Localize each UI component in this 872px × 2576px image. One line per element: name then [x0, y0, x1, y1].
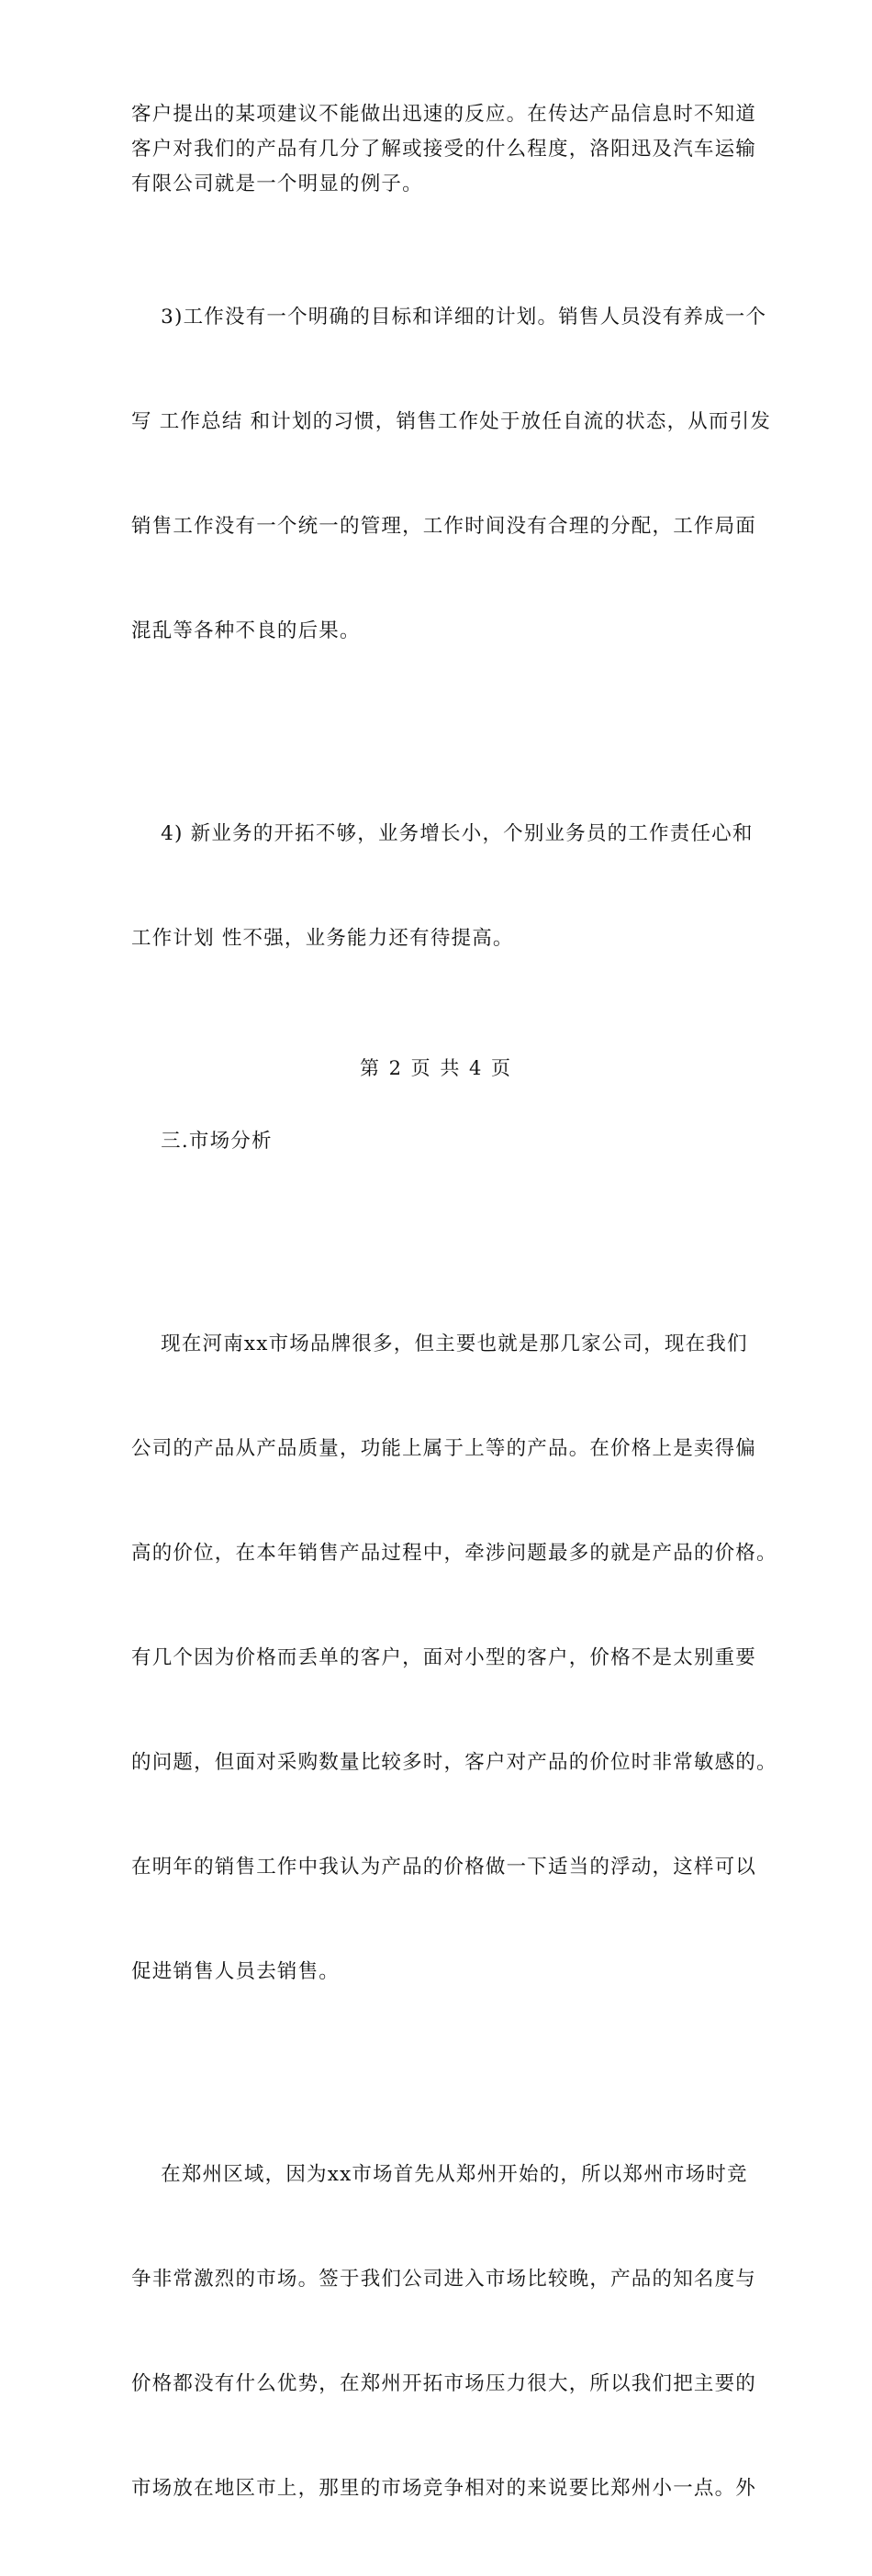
paragraph-4 [131, 1257, 777, 2059]
paragraph-spacer [131, 719, 748, 747]
text-line: 的问题，但面对采购数量比较多时，客户对产品的价位时非常敏感的。 [131, 1751, 777, 1774]
text-line: 有限公司就是一个明显的例子。 [131, 173, 423, 195]
text-line: 高的价位，在本年销售产品过程中，牵涉问题最多的就是产品的价格。 [131, 1542, 777, 1565]
paragraph-spacer [131, 202, 748, 230]
text-line: 写 工作总结 和计划的习惯，销售工作处于放任自流的状态，从而引发 [131, 410, 772, 433]
text-line: 在明年的销售工作中我认为产品的价格做一下适当的浮动，这样可以 [131, 1856, 757, 1879]
text-line: 现在河南xx市场品牌很多，但主要也就是那几家公司，现在我们 [131, 1333, 748, 1355]
text-line: 有几个因为价格而丢单的客户，面对小型的客户，价格不是太别重要 [131, 1646, 757, 1669]
text-line: 在郑州区域，因为xx市场首先从郑州开始的，所以郑州市场时竞 [131, 2163, 748, 2186]
paragraph-1 [131, 97, 757, 202]
text-line: 促进销售人员去销售。 [131, 1960, 341, 1983]
text-line: 客户提出的某项建议不能做出迅速的反应。在传达产品信息时不知道 [131, 103, 757, 126]
text-line: 争非常激烈的市场。签于我们公司进入市场比较晚，产品的知名度与 [131, 2268, 757, 2291]
paragraph-5 [131, 2088, 757, 2576]
text-line: 混乱等各种不良的后果。 [131, 619, 361, 642]
section-title: 三.市场分析 [131, 1130, 273, 1153]
text-line: 销售工作没有一个统一的管理，工作时间没有合理的分配，工作局面 [131, 515, 757, 538]
paragraph-spacer [131, 1229, 748, 1257]
text-line: 公司的产品从产品质量，功能上属于上等的产品。在价格上是卖得偏 [131, 1437, 757, 1460]
page-number-footer: 第 2 页 共 4 页 [359, 1057, 513, 1079]
text-line: 4) 新业务的开拓不够，业务增长小，个别业务员的工作责任心和 [131, 822, 754, 845]
text-line: 3)工作没有一个明确的目标和详细的计划。销售人员没有养成一个 [131, 306, 767, 329]
paragraph-spacer [131, 2059, 748, 2088]
text-line: 客户对我们的产品有几分了解或接受的什么程度，洛阳迅及汽车运输 [131, 138, 757, 161]
text-line: 市场放在地区市上，那里的市场竞争相对的来说要比郑州小一点。外 [131, 2477, 757, 2500]
text-line: 价格都没有什么优势，在郑州开拓市场压力很大，所以我们把主要的 [131, 2372, 757, 2395]
paragraph-spacer [131, 1026, 748, 1054]
document-body [131, 97, 777, 2576]
paragraph-2 [131, 230, 772, 719]
paragraph-3 [131, 747, 754, 1026]
text-line: 工作计划 性不强，业务能力还有待提高。 [131, 927, 514, 950]
